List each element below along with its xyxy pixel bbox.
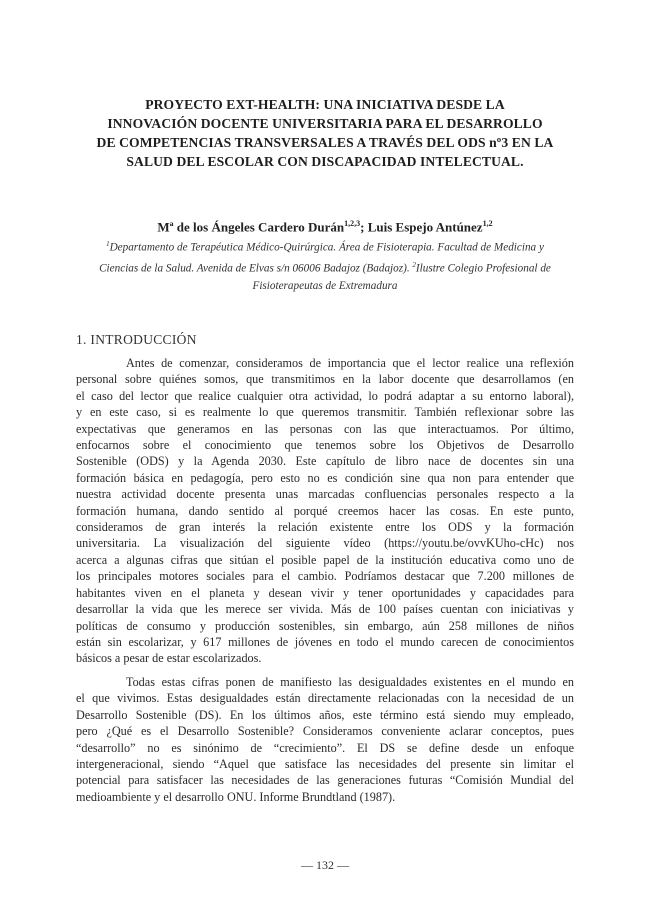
paragraph-line: básicos a pesar de estar escolarizados. bbox=[76, 651, 262, 666]
title-line: SALUD DEL ESCOLAR CON DISCAPACIDAD INTELECTUAL. bbox=[126, 154, 524, 169]
paragraph-line: desarrollar la vida que les merece ser vivida. Más de 100 países cuentan con iniciativas y bbox=[76, 602, 574, 617]
paragraph-line: consideramos de gran interés la relación existente entre los ODS y la formación bbox=[76, 520, 574, 535]
paragraph-line: políticas de consumo y producción sostenibles, sin embargo, aún 258 millones de niños bbox=[76, 618, 574, 633]
affiliation-text: Ciencias de la Salud. Avenida de Elvas s/n 06006 Badajoz (Badajoz). bbox=[99, 262, 413, 275]
author-name: Mª de los Ángeles Cardero Durán bbox=[157, 219, 345, 235]
affiliation-text: Ilustre Colegio Profesional de bbox=[415, 262, 551, 275]
paragraph-line: Desarrollo Sostenible (DS). En los últimos años, este término está siendo muy empleado, bbox=[76, 707, 574, 722]
section-heading: 1. INTRODUCCIÓN bbox=[76, 332, 197, 347]
paragraph-line: habitantes viven en el planeta y desean vivir y tener oportunidades y capacidades para bbox=[76, 585, 574, 600]
affiliation-mark: 2 bbox=[412, 261, 416, 270]
paragraph-line: intergeneracional, siendo “Aquel que satisface las necesidades del presente sin limitar el bbox=[76, 757, 574, 772]
paragraph-line: formación básica en pedagogía, pero esto no es condición sine qua non para entender que bbox=[76, 470, 574, 485]
title-line: INNOVACIÓN DOCENTE UNIVERSITARIA PARA EL DESARROLLO bbox=[107, 116, 543, 131]
affiliation-text: Departamento de Terapéutica Médico-Quirúrgica. Área de Fisioterapia. Facultad de Medicina y bbox=[109, 241, 544, 254]
paragraph-line: están sin escolarizar, y 617 millones de jóvenes en todo el mundo carecen de conocimientos bbox=[76, 634, 574, 649]
paragraph-line: Antes de comenzar, consideramos de importancia que el lector realice una reflexión bbox=[126, 356, 574, 370]
paragraph-line: expectativas que generamos en las personas con las que interactuamos. Por último, bbox=[76, 421, 574, 436]
paragraph-1 bbox=[76, 355, 574, 667]
affiliations bbox=[75, 236, 575, 296]
paragraph-line: y en este caso, si es realmente lo que queremos transmitir. También reflexionar sobre las bbox=[76, 405, 574, 420]
paragraph-line: acerca a algunas cifras que sitúan el posible papel de la institución educativa como uno de bbox=[76, 552, 574, 567]
paragraph-line: medioambiente y el desarrollo ONU. Informe Brundtland (1987). bbox=[76, 789, 396, 804]
paragraph-line: universitaria. La visualización del siguiente vídeo (https://youtu.be/ovvKUho-cHc) nos bbox=[76, 536, 574, 551]
affiliation-line bbox=[75, 236, 575, 257]
paragraph-line: el que vivimos. Estas desigualdades están directamente relacionadas con la necesidad de un bbox=[76, 691, 574, 706]
author-affiliation-mark: 1,2 bbox=[482, 219, 493, 228]
title-line: DE COMPETENCIAS TRANSVERSALES A TRAVÉS DEL ODS nº3 EN LA bbox=[96, 135, 554, 150]
paragraph-line: los principales motores sociales para el cambio. Podríamos destacar que 7.200 millones de bbox=[76, 569, 574, 584]
author-affiliation-mark: 1,2,3 bbox=[344, 219, 361, 228]
page-number: — 132 — bbox=[301, 858, 349, 872]
paragraph-line: el caso del lector que realice cualquier otra actividad, lo podrá adaptar a su entorno laboral), bbox=[76, 388, 574, 403]
paragraph-line: Sostenible (ODS) y la Agenda 2030. Este capítulo de libro nace de docentes sin una bbox=[76, 454, 574, 469]
paragraph-line: nuestra actividad docente presenta unas marcadas confluencias personales respecto a la bbox=[76, 487, 574, 502]
affiliation-line bbox=[75, 257, 575, 278]
paragraph-line: Todas estas cifras ponen de manifiesto las desigualdades existentes en el mundo en bbox=[126, 675, 574, 689]
paragraph-line: formación humana, dando sentido al porqué creemos hacer las cosas. En este punto, bbox=[76, 503, 574, 518]
paragraph-2 bbox=[76, 674, 574, 805]
paragraph-line: personal sobre quiénes somos, que transmitimos en la labor docente que desarrollamos (en bbox=[76, 372, 574, 387]
author-separator: ; bbox=[360, 219, 368, 235]
paragraph-line: potencial para satisfacer las necesidades de las generaciones futuras “Comisión Mundial del bbox=[76, 773, 574, 788]
author-list bbox=[75, 219, 575, 235]
paragraph-line: “desarrollo” no es sinónimo de “crecimiento”. El DS se define desde un enfoque bbox=[76, 740, 574, 755]
title-line: PROYECTO EXT-HEALTH: UNA INICIATIVA DESDE LA bbox=[145, 97, 505, 112]
author-name: Luis Espejo Antúnez bbox=[367, 219, 483, 235]
paper-title bbox=[70, 95, 580, 171]
paragraph-line: pero ¿Qué es el Desarrollo Sostenible? Consideramos conveniente aclarar conceptos, pues bbox=[76, 724, 574, 739]
affiliation-line: Fisioterapeutas de Extremadura bbox=[252, 280, 398, 293]
paragraph-line: enfocarnos sobre el conocimiento que tenemos sobre los Objetivos de Desarrollo bbox=[76, 438, 574, 453]
affiliation-mark: 1 bbox=[106, 240, 110, 248]
